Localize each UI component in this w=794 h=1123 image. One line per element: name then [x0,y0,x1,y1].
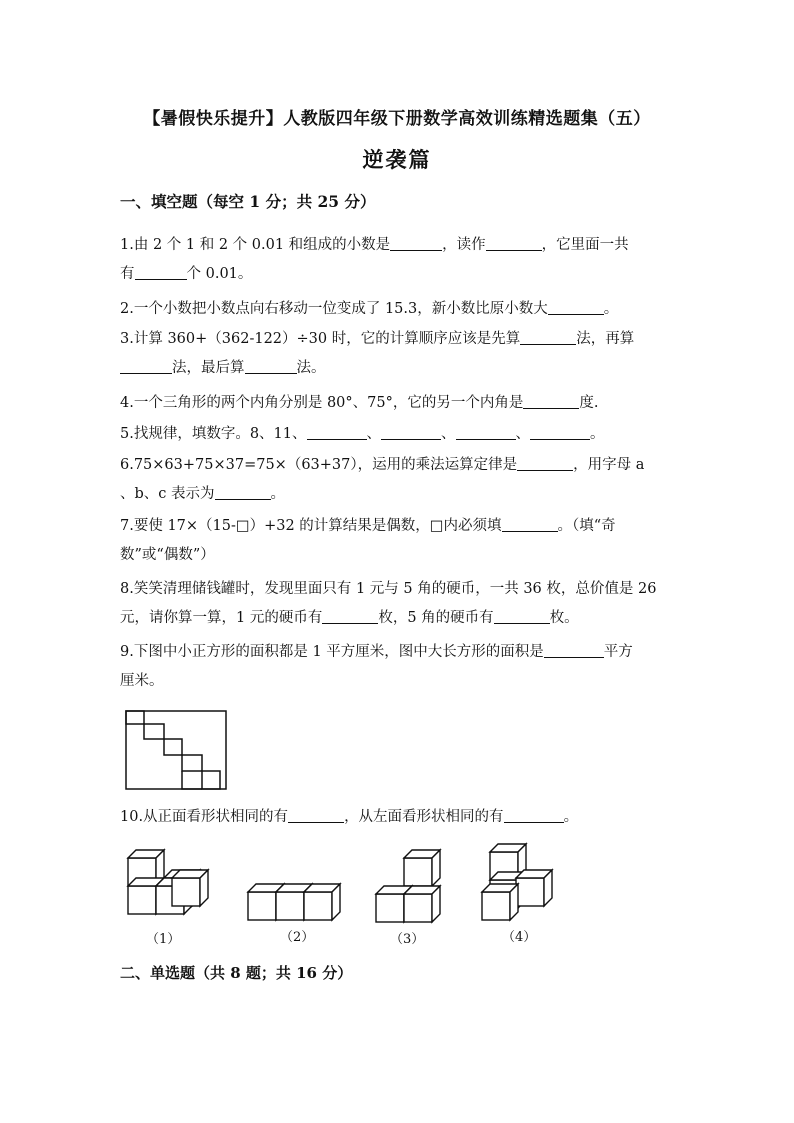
question-text: 、 [515,426,531,442]
question-text: 数”或“偶数”） [120,547,215,563]
question-text: 有 [120,266,135,282]
answer-blank[interactable] [544,641,604,658]
answer-blank[interactable] [245,357,297,374]
question-text: 、 [441,426,456,442]
question-text: 枚。 [549,610,579,626]
answer-blank[interactable] [215,483,271,500]
question-text: 法，最后算 [172,360,245,376]
question-text: ，从左面看形状相同的有 [344,809,504,825]
question-text: 厘米。 [120,673,164,689]
question-8 [120,575,680,633]
question-text: 7.要使 17×（15-□）+32 的计算结果是偶数，□内必须填 [120,518,502,534]
answer-blank[interactable] [502,515,558,532]
answer-blank[interactable] [135,263,187,280]
figure-label-4: （4） [502,930,537,945]
question-1 [120,231,680,289]
question-3 [120,325,680,383]
question-9 [120,638,680,696]
question-text: 8.笑笑清理储钱罐时，发现里面只有 1 元与 5 角的硬币，一共 36 枚，总价值是 26 [120,581,657,597]
question-text: 5.找规律，填数字。8、11、 [120,426,307,442]
cube-figures [120,842,560,924]
question-5 [120,420,680,449]
question-text: 、b、c 表示为 [120,486,215,502]
question-text: ，读作 [442,237,486,253]
question-text: 6.75×63+75×37=75×（63+37），运用的乘法运算定律是 [120,457,518,473]
cube-figure-2 [248,884,340,920]
answer-blank[interactable] [504,806,564,823]
answer-blank[interactable] [120,357,172,374]
question-text: 。（填“奇 [557,518,616,534]
question-10 [120,803,680,832]
question-text: 1.由 2 个 1 和 2 个 0.01 和组成的小数是 [120,237,391,253]
answer-blank[interactable] [486,234,542,251]
answer-blank[interactable] [456,423,516,440]
staircase-rectangle-figure [120,706,232,792]
question-text: 2.一个小数把小数点向右移动一位变成了 15.3，新小数比原小数大 [120,301,548,317]
answer-blank[interactable] [548,298,604,315]
question-4 [120,389,680,418]
question-7 [120,512,680,570]
answer-blank[interactable] [381,423,441,440]
question-text: 枚，5 角的硬币有 [378,610,494,626]
question-text: 。 [563,809,579,825]
answer-blank[interactable] [530,423,590,440]
question-text: 个 0.01。 [186,266,253,282]
answer-blank[interactable] [520,328,576,345]
question-text: ，它里面一共 [541,237,629,253]
question-text: 平方 [603,644,633,660]
answer-blank[interactable] [322,607,378,624]
question-text: 10.从正面看形状相同的有 [120,809,289,825]
question-6 [120,451,680,509]
answer-blank[interactable] [517,454,573,471]
question-text: 法，再算 [576,331,635,347]
document-title: 【暑假快乐提升】人教版四年级下册数学高效训练精选题集（五） [143,109,651,129]
answer-blank[interactable] [288,806,344,823]
question-text: 4.一个三角形的两个内角分别是 80°、75°，它的另一个内角是 [120,395,524,411]
question-2 [120,295,680,324]
cube-figure-1 [128,850,208,914]
answer-blank[interactable] [523,392,579,409]
question-text: 。 [590,426,605,442]
document-subtitle: 逆袭篇 [362,147,432,172]
answer-blank[interactable] [307,423,367,440]
section-heading-fill-in: 一、填空题（每空 1 分；共 25 分） [120,192,376,211]
question-text: 元，请你算一算，1 元的硬币有 [120,610,323,626]
figure-label-3: （3） [390,932,425,947]
answer-blank[interactable] [390,234,442,251]
question-text: 9.下图中小正方形的面积都是 1 平方厘米，图中大长方形的面积是 [120,644,544,660]
question-text: 3.计算 360+（362-122）÷30 时，它的计算顺序应该是先算 [120,331,521,347]
answer-blank[interactable] [494,607,550,624]
question-text: 度. [579,395,599,411]
question-text: 、 [366,426,382,442]
cube-figure-3 [376,850,440,922]
question-text: 法。 [296,360,326,376]
cube-figure-4 [482,844,552,920]
question-text: ，用字母 a [573,457,645,473]
figure-label-1: （1） [146,932,181,947]
question-text: 。 [603,301,619,317]
figure-label-2: （2） [280,930,315,945]
section-heading-single-choice: 二、单选题（共 8 题；共 16 分） [120,964,353,982]
question-text: 。 [270,486,286,502]
